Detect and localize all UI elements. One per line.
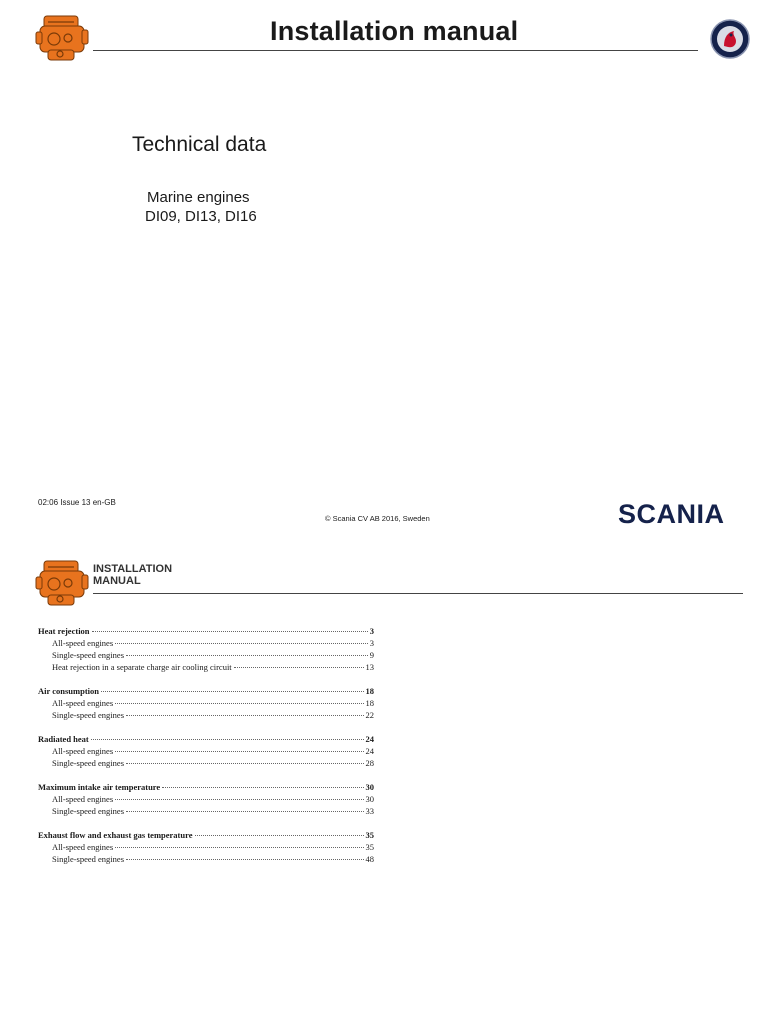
toc-heading[interactable] xyxy=(38,782,374,794)
toc-heading[interactable] xyxy=(38,734,374,746)
header-divider xyxy=(93,50,698,51)
toc-entry-label: Single-speed engines xyxy=(52,854,124,864)
toc-entry-label: Single-speed engines xyxy=(52,650,124,660)
toc-page-number: 24 xyxy=(365,746,374,756)
document-subtitle: Marine engines xyxy=(147,189,250,206)
toc-page-number: 35 xyxy=(365,842,374,852)
toc-section xyxy=(38,734,374,770)
toc-leader-dots xyxy=(195,835,364,836)
toc-leader-dots xyxy=(115,751,363,752)
toc-section xyxy=(38,782,374,818)
toc-page-number: 28 xyxy=(365,758,374,768)
header-divider xyxy=(93,593,743,594)
toc-page-number: 24 xyxy=(365,734,374,744)
toc-leader-dots xyxy=(234,667,364,668)
toc-subentry[interactable] xyxy=(38,794,374,806)
engine-icon xyxy=(34,10,90,66)
toc-subentry[interactable] xyxy=(38,698,374,710)
toc-section xyxy=(38,626,374,674)
scania-logo: SCANIA xyxy=(618,499,725,529)
document-title: Technical data xyxy=(132,133,267,156)
engine-icon xyxy=(34,555,90,611)
toc-subentry[interactable] xyxy=(38,746,374,758)
toc-subentry[interactable] xyxy=(38,806,374,818)
toc-leader-dots xyxy=(101,691,363,692)
toc-entry-label: Heat rejection xyxy=(38,626,90,636)
toc-entry-label: All-speed engines xyxy=(52,698,114,708)
toc-subentry[interactable] xyxy=(38,650,374,662)
toc-page-number: 30 xyxy=(365,794,374,804)
toc-page-number: 3 xyxy=(369,638,374,648)
toc-leader-dots xyxy=(115,847,363,848)
header-label-line: MANUAL xyxy=(93,575,141,587)
toc-leader-dots xyxy=(115,799,363,800)
scania-griffin-icon xyxy=(710,19,750,59)
toc-heading[interactable] xyxy=(38,626,374,638)
toc-entry-label: Heat rejection in a separate charge air cooling circuit xyxy=(52,662,232,672)
toc-entry-label: All-speed engines xyxy=(52,746,114,756)
toc-entry-label: Maximum intake air temperature xyxy=(38,782,161,792)
toc-leader-dots xyxy=(126,715,364,716)
toc-entry-label: All-speed engines xyxy=(52,842,114,852)
toc-entry-label: All-speed engines xyxy=(52,794,114,804)
toc-leader-dots xyxy=(115,643,368,644)
toc-entry-label: Radiated heat xyxy=(38,734,89,744)
toc-heading[interactable] xyxy=(38,830,374,842)
toc-page-number: 18 xyxy=(365,698,374,708)
toc-leader-dots xyxy=(91,739,364,740)
toc-heading[interactable] xyxy=(38,686,374,698)
toc-subentry[interactable] xyxy=(38,842,374,854)
toc-entry-label: Exhaust flow and exhaust gas temperature xyxy=(38,830,193,840)
toc-page-number: 30 xyxy=(365,782,374,792)
toc-page-number: 35 xyxy=(365,830,374,840)
toc-page-number: 3 xyxy=(369,626,374,636)
toc-page-number: 18 xyxy=(365,686,374,696)
toc-page-number: 22 xyxy=(365,710,374,720)
section-header-label xyxy=(93,563,172,587)
toc-page-number: 33 xyxy=(365,806,374,816)
toc-section xyxy=(38,686,374,722)
toc-leader-dots xyxy=(115,703,363,704)
toc-entry-label: Single-speed engines xyxy=(52,710,124,720)
toc-entry-label: Single-speed engines xyxy=(52,806,124,816)
toc-page-number: 9 xyxy=(369,650,374,660)
document-header-title: Installation manual xyxy=(270,16,519,46)
toc-section xyxy=(38,830,374,866)
toc-page-number: 13 xyxy=(365,662,374,672)
toc-leader-dots xyxy=(126,763,364,764)
copyright-notice: © Scania CV AB 2016, Sweden xyxy=(325,514,430,523)
toc-entry-label: Air consumption xyxy=(38,686,100,696)
toc-leader-dots xyxy=(126,859,364,860)
toc-subentry[interactable] xyxy=(38,758,374,770)
toc-subentry[interactable] xyxy=(38,638,374,650)
table-of-contents xyxy=(38,626,374,878)
engine-models: DI09, DI13, DI16 xyxy=(145,208,257,225)
toc-page-number: 48 xyxy=(365,854,374,864)
toc-subentry[interactable] xyxy=(38,662,374,674)
toc-subentry[interactable] xyxy=(38,854,374,866)
issue-info: 02:06 Issue 13 en-GB xyxy=(38,498,116,507)
toc-leader-dots xyxy=(126,655,368,656)
toc-leader-dots xyxy=(92,631,368,632)
toc-leader-dots xyxy=(126,811,364,812)
header-label-line: INSTALLATION xyxy=(93,563,173,575)
toc-subentry[interactable] xyxy=(38,710,374,722)
toc-entry-label: All-speed engines xyxy=(52,638,114,648)
toc-leader-dots xyxy=(162,787,363,788)
toc-entry-label: Single-speed engines xyxy=(52,758,124,768)
